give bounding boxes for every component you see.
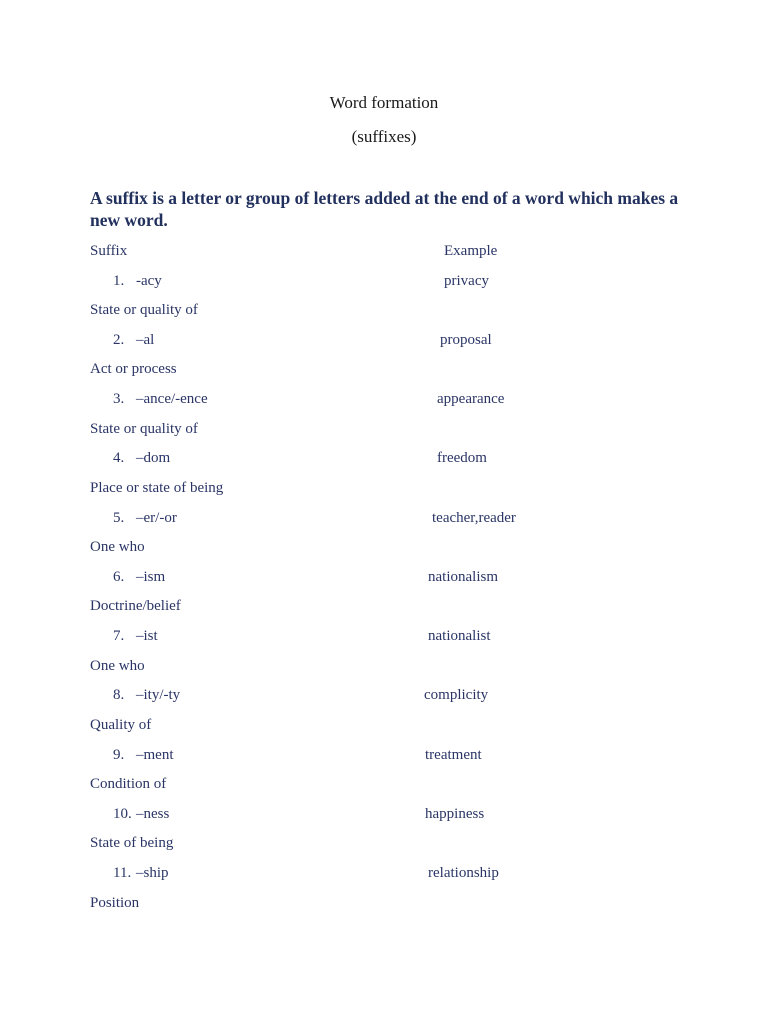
page-title: Word formation [329,93,439,112]
item-suffix: –ance/-ence [136,391,208,407]
item-example: teacher,reader [432,510,516,526]
item-suffix: –ship [136,865,169,881]
intro-paragraph: A suffix is a letter or group of letters added at the end of a word which makes a new word. [90,188,679,230]
item-suffix: –er/-or [136,510,177,526]
item-meaning: State or quality of [90,421,198,437]
item-number: 5. [113,510,125,526]
item-number: 6. [113,569,125,585]
item-example: freedom [437,450,487,466]
item-number: 1. [113,273,125,289]
item-example: relationship [428,865,499,881]
item-meaning: Position [90,895,140,911]
item-suffix: –dom [136,450,171,466]
item-example: treatment [425,747,482,763]
item-suffix: –ist [136,628,158,644]
item-meaning: Doctrine/belief [90,598,181,614]
item-example: appearance [437,391,505,407]
item-number: 7. [113,628,125,644]
item-example: nationalist [428,628,491,644]
item-meaning: Act or process [90,361,177,377]
item-meaning: State of being [90,835,174,851]
item-meaning: One who [90,658,145,674]
item-suffix: –ment [136,747,174,763]
item-number: 10. [113,806,132,822]
item-number: 4. [113,450,125,466]
item-meaning: Quality of [90,717,152,733]
item-meaning: State or quality of [90,302,198,318]
item-example: proposal [440,332,492,348]
item-example: complicity [424,687,489,703]
item-number: 8. [113,687,125,703]
header-example: Example [444,243,498,259]
item-meaning: One who [90,539,145,555]
item-meaning: Condition of [90,776,167,792]
page-subtitle: (suffixes) [351,127,417,146]
item-suffix: –ness [136,806,170,822]
item-number: 11. [113,865,132,881]
item-number: 3. [113,391,125,407]
item-suffix: –al [136,332,155,348]
item-example: nationalism [428,569,498,585]
item-suffix: –ity/-ty [136,687,181,703]
item-example: privacy [444,273,489,289]
item-suffix: –ism [136,569,166,585]
item-meaning: Place or state of being [90,480,224,496]
item-number: 9. [113,747,125,763]
item-number: 2. [113,332,125,348]
header-suffix: Suffix [90,243,128,259]
item-example: happiness [425,806,485,822]
item-suffix: -acy [136,273,162,289]
